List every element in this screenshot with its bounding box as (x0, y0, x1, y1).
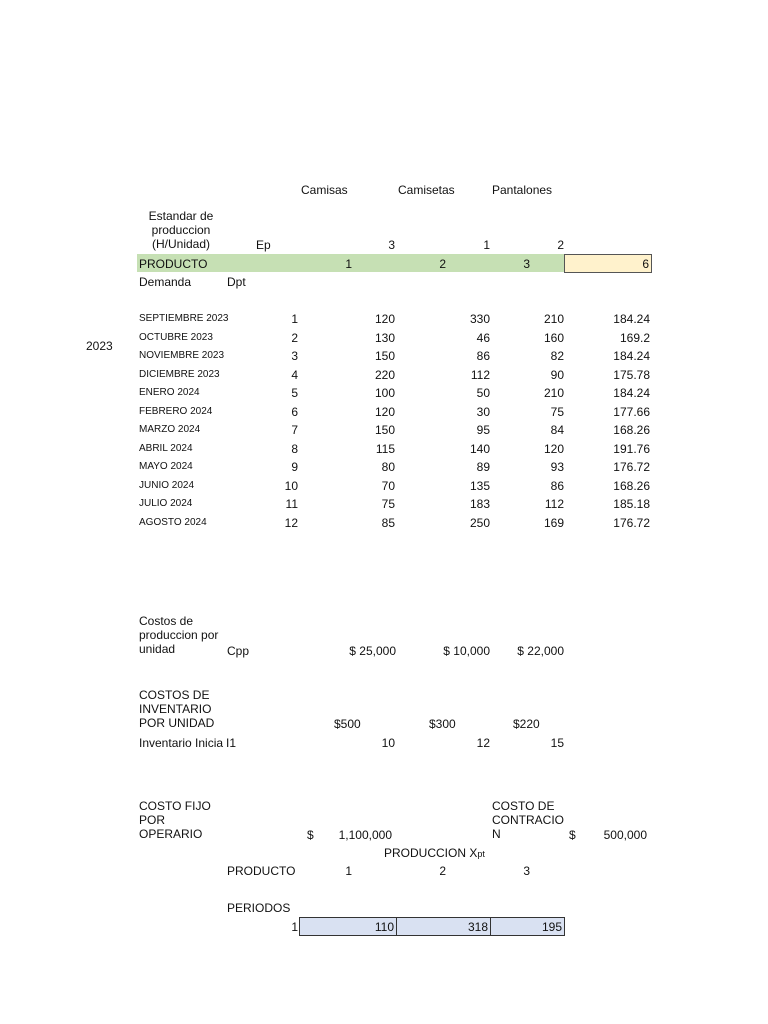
demand-row-pantalones: 210 (543, 386, 564, 400)
demand-row-camisas: 80 (381, 460, 395, 474)
costos-inventario-value-3: $220 (513, 717, 540, 731)
produccion-cell-3[interactable] (490, 917, 565, 936)
demand-row-camisas: 120 (374, 312, 395, 326)
estandar-code: Ep (256, 238, 271, 252)
demand-row-period: 5 (291, 386, 298, 400)
demand-row-total: 176.72 (613, 516, 650, 530)
produccion-period: 1 (291, 920, 298, 934)
demand-row-total: 168.26 (613, 423, 650, 437)
costo-fijo-currency: $ (307, 828, 314, 842)
costos-produccion-value-1: $ 25,000 (349, 644, 396, 658)
demand-row-month: FEBRERO 2024 (139, 406, 213, 417)
produccion-product-1: 1 (345, 864, 352, 878)
demand-row-total: 169.2 (619, 331, 650, 345)
demand-row-period: 6 (291, 405, 298, 419)
demand-row-total: 185.18 (613, 497, 650, 511)
demand-row-month: JULIO 2024 (139, 498, 193, 509)
costos-inventario-value-2: $300 (429, 717, 456, 731)
demand-row-total: 184.24 (613, 312, 650, 326)
periodos-label: PERIODOS (227, 901, 291, 915)
demand-row-month: MARZO 2024 (139, 424, 201, 435)
estandar-value-3: 2 (557, 238, 564, 252)
costo-fijo-label: COSTO FIJO POR OPERARIO (139, 799, 211, 841)
costos-inventario-value-1: $500 (334, 717, 361, 731)
header-product-camisas: Camisas (301, 183, 348, 197)
demand-row-period: 10 (284, 479, 298, 493)
highlighted-cell[interactable] (564, 254, 652, 273)
costos-produccion-code: Cpp (227, 644, 250, 658)
demand-row-camisetas: 89 (476, 460, 490, 474)
demand-row-camisas: 220 (374, 368, 395, 382)
demand-row-camisetas: 140 (469, 442, 490, 456)
demand-row-period: 12 (284, 516, 298, 530)
inventario-inicial-value-3: 15 (550, 736, 564, 750)
demand-row-camisetas: 50 (476, 386, 490, 400)
produccion-producto-label: PRODUCTO (227, 864, 296, 878)
demand-row-month: SEPTIEMBRE 2023 (139, 313, 229, 324)
produccion-title-text: PRODUCCION X (384, 846, 478, 860)
costo-contratacion-currency: $ (569, 828, 576, 842)
demand-row-pantalones: 120 (543, 442, 564, 456)
demand-row-total: 175.78 (613, 368, 650, 382)
demand-row-camisetas: 86 (476, 349, 490, 363)
demand-row-total: 191.76 (613, 442, 650, 456)
demand-row-pantalones: 86 (550, 479, 564, 493)
demand-row-total: 184.24 (613, 386, 650, 400)
demand-row-pantalones: 169 (543, 516, 564, 530)
produccion-cell-2[interactable] (396, 917, 491, 936)
inventario-inicial-code: I1 (226, 736, 237, 750)
inventario-inicial-value-1: 10 (381, 736, 395, 750)
demanda-code: Dpt (227, 275, 246, 289)
produccion-cell-3-value: 195 (541, 920, 562, 934)
demand-row-month: OCTUBRE 2023 (139, 332, 213, 343)
demand-row-pantalones: 160 (543, 331, 564, 345)
demand-row-camisetas: 330 (469, 312, 490, 326)
demand-row-camisetas: 112 (470, 368, 490, 382)
costos-produccion-value-3: $ 22,000 (517, 644, 564, 658)
demand-row-period: 2 (291, 331, 298, 345)
demand-row-pantalones: 82 (550, 349, 564, 363)
demand-row-camisas: 75 (381, 497, 395, 511)
demand-row-pantalones: 90 (550, 368, 564, 382)
demand-row-camisas: 115 (375, 442, 395, 456)
produccion-cell-1-value: 110 (374, 920, 394, 934)
demand-row-period: 3 (291, 349, 298, 363)
demand-row-camisas: 150 (374, 423, 395, 437)
producto-row-value-1: 1 (345, 257, 352, 271)
estandar-value-2: 1 (483, 238, 490, 252)
estandar-value-1: 3 (388, 238, 395, 252)
produccion-title-subscript: pt (477, 849, 485, 859)
demand-row-camisetas: 250 (469, 516, 490, 530)
estandar-label: Estandar de produccion (H/Unidad) (148, 209, 214, 251)
year-label: 2023 (86, 339, 113, 353)
demand-row-camisas: 85 (381, 516, 395, 530)
demand-row-period: 8 (291, 442, 298, 456)
header-product-camisetas: Camisetas (398, 183, 455, 197)
demand-row-period: 4 (291, 368, 298, 382)
produccion-title (384, 846, 485, 861)
demand-row-month: ABRIL 2024 (139, 443, 193, 454)
demand-row-camisetas: 183 (469, 497, 490, 511)
demand-row-total: 184.24 (613, 349, 650, 363)
demand-row-total: 176.72 (613, 460, 650, 474)
inventario-inicial-label: Inventario Inicia (139, 736, 224, 750)
producto-row-value-3: 3 (523, 257, 530, 271)
header-product-pantalones: Pantalones (492, 183, 553, 197)
demand-row-camisas: 120 (374, 405, 395, 419)
costos-produccion-label: Costos de produccion por unidad (139, 614, 219, 656)
demand-row-total: 177.66 (613, 405, 650, 419)
demand-row-camisetas: 135 (469, 479, 490, 493)
demand-row-period: 1 (291, 312, 298, 326)
inventario-inicial-value-2: 12 (476, 736, 490, 750)
produccion-product-3: 3 (523, 864, 530, 878)
demand-row-period: 9 (291, 460, 298, 474)
costos-inventario-label: COSTOS DE INVENTARIO POR UNIDAD (139, 688, 215, 730)
demand-row-camisetas: 30 (476, 405, 490, 419)
demand-row-period: 7 (291, 423, 298, 437)
demand-row-period: 11 (285, 497, 298, 511)
produccion-cell-1[interactable] (299, 917, 397, 936)
demand-row-camisas: 100 (374, 386, 395, 400)
demand-row-camisas: 70 (381, 479, 395, 493)
demand-row-camisas: 130 (374, 331, 395, 345)
demand-row-camisas: 150 (374, 349, 395, 363)
demand-row-month: DICIEMBRE 2023 (139, 369, 220, 380)
costo-contratacion-label: COSTO DE CONTRACIO N (492, 799, 564, 841)
costo-fijo-value: 1,100,000 (338, 828, 392, 842)
produccion-cell-2-value: 318 (467, 920, 488, 934)
demand-row-pantalones: 84 (550, 423, 564, 437)
demanda-label: Demanda (139, 275, 192, 289)
demand-row-pantalones: 75 (550, 405, 564, 419)
demand-row-month: AGOSTO 2024 (139, 517, 207, 528)
demand-row-pantalones: 210 (543, 312, 564, 326)
demand-row-camisetas: 46 (476, 331, 490, 345)
demand-row-camisetas: 95 (476, 423, 490, 437)
demand-row-pantalones: 93 (550, 460, 564, 474)
produccion-product-2: 2 (439, 864, 446, 878)
demand-row-pantalones: 112 (544, 497, 564, 511)
demand-row-month: NOVIEMBRE 2023 (139, 350, 225, 361)
costo-contratacion-value: 500,000 (603, 828, 647, 842)
highlighted-cell-value: 6 (642, 257, 649, 271)
producto-row-label: PRODUCTO (139, 257, 208, 271)
demand-row-month: ENERO 2024 (139, 387, 200, 398)
demand-row-month: JUNIO 2024 (139, 480, 195, 491)
demand-row-month: MAYO 2024 (139, 461, 193, 472)
costos-produccion-value-2: $ 10,000 (443, 644, 490, 658)
demand-row-total: 168.26 (613, 479, 650, 493)
producto-row-value-2: 2 (439, 257, 446, 271)
